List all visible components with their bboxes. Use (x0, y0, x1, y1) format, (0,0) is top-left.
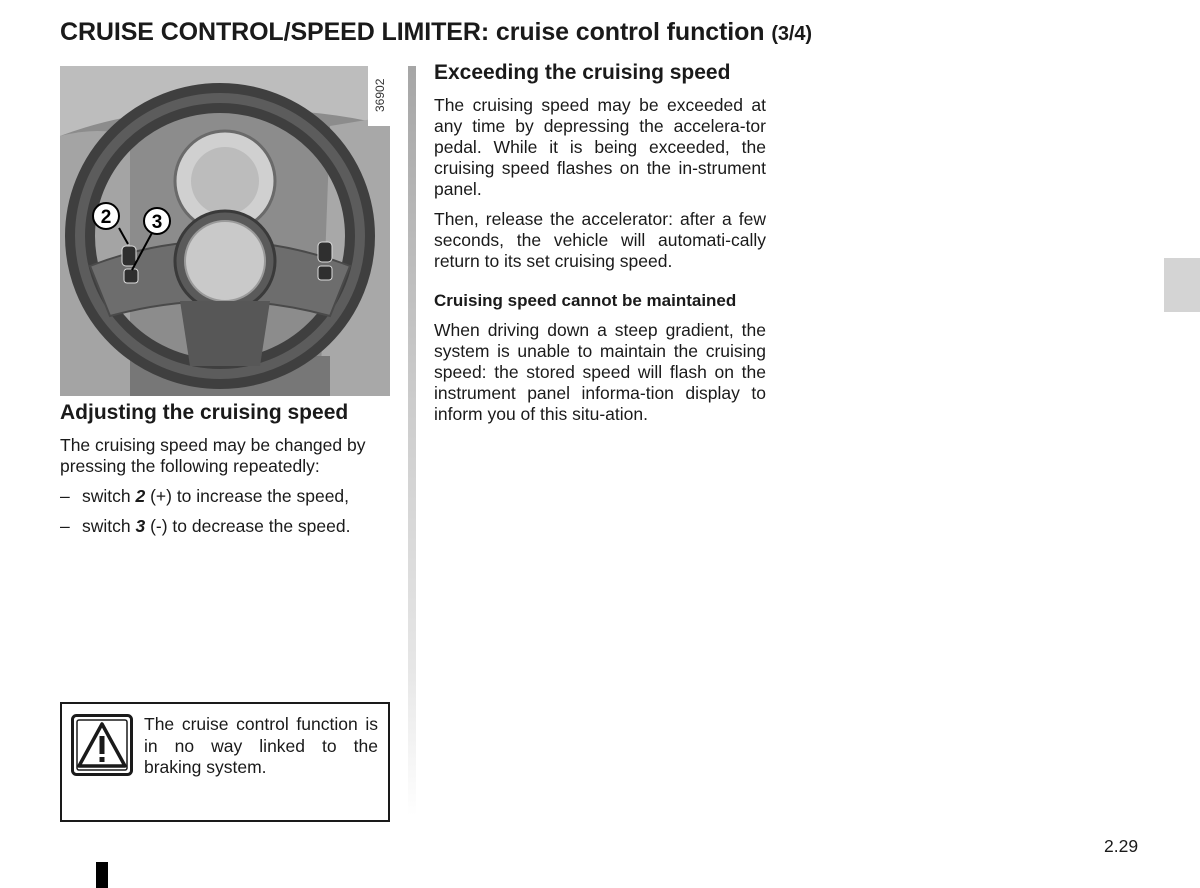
page-part-indicator: (3/4) (771, 23, 812, 45)
bullet-text: switch 3 (-) to decrease the speed. (82, 516, 351, 536)
page-title (60, 18, 812, 47)
crop-mark (96, 862, 108, 888)
exceeding-paragraph-2: Then, release the accelerator: after a few seconds, the vehicle will automati-cally return to its set cruising speed. (434, 209, 766, 271)
page-number: 2.29 (1104, 836, 1139, 856)
page-title-text: CRUISE CONTROL/SPEED LIMITER: cruise control function (60, 18, 765, 46)
bullet-item-increase (60, 486, 392, 507)
bullet-dash: – (60, 516, 70, 536)
column-divider (408, 66, 416, 816)
section-heading-exceeding: Exceeding the cruising speed (434, 61, 731, 84)
section-heading-adjusting: Adjusting the cruising speed (60, 401, 349, 424)
warning-text: The cruise control function is in no way linked to the braking system. (144, 714, 378, 777)
right-column (434, 61, 766, 434)
adjusting-intro-text: The cruising speed may be changed by pressing the following repeatedly: (60, 435, 366, 476)
steering-wheel-illustration (60, 66, 390, 396)
section-tab-marker (1164, 258, 1200, 312)
callout-2-label: 2 (100, 207, 112, 228)
bullet-item-decrease (60, 516, 392, 537)
steering-wheel-drawing (60, 66, 390, 396)
subheading-cannot-maintain: Cruising speed cannot be maintained (434, 291, 737, 310)
cannot-maintain-paragraph: When driving down a steep gradient, the system is unable to maintain the cruising speed: the stored speed will flash on the instrument panel informa-tion display to inform you of this situ-ation. (434, 320, 766, 424)
bullet-text: switch 2 (+) to increase the speed, (82, 486, 350, 506)
warning-triangle-icon (71, 714, 133, 776)
exceeding-paragraph-1: The cruising speed may be exceeded at any time by depressing the accelera-tor pedal. While it is being exceeded, the cruising speed flashes on the in-strument panel. (434, 95, 766, 199)
warning-box (60, 702, 390, 822)
switch-number-2: 2 (135, 486, 146, 506)
bullet-dash: – (60, 486, 70, 506)
figure-reference-number: 36902 (373, 78, 387, 112)
left-column (60, 401, 392, 537)
callout-3-label: 3 (151, 212, 163, 233)
switch-number-3: 3 (135, 516, 146, 536)
